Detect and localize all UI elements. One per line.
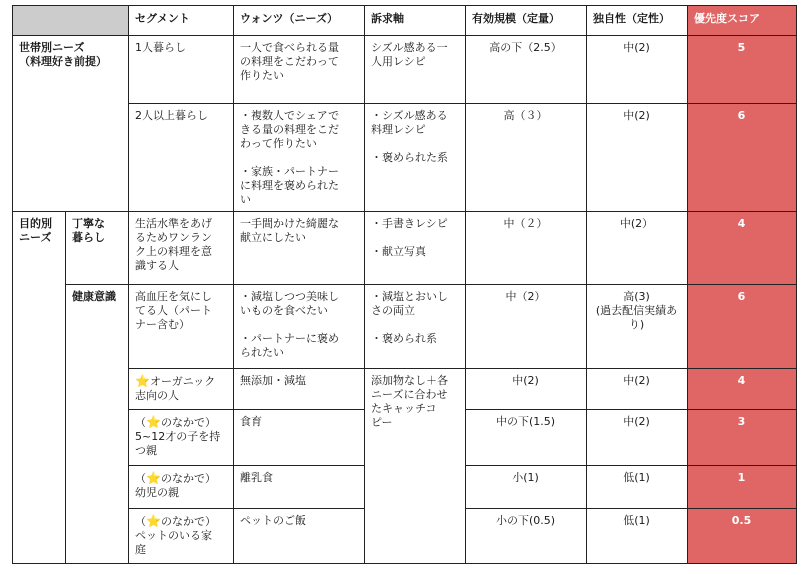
border-left — [12, 5, 13, 564]
row1-wants: 一人で食べられる量 の料理をこだわって 作りたい — [240, 41, 339, 82]
hline-508-a — [128, 508, 364, 509]
row3-scale: 中（２） — [503, 217, 548, 230]
row5-segment-text: オーガニック 志向の人 — [135, 375, 216, 402]
header-appeal: 訴求軸 — [371, 12, 404, 25]
header-priority: 優先度スコア — [687, 6, 796, 35]
row5-score: 4 — [687, 368, 796, 409]
group-health: 健康意識 — [72, 290, 116, 303]
hline-465-a — [128, 465, 364, 466]
row7-segment — [128, 465, 233, 508]
row4-appeal: ・減塩とおいし さの両立 ・褒められ系 — [371, 290, 448, 345]
border-top — [12, 5, 797, 6]
row5-wants: 無添加・減塩 — [240, 374, 306, 387]
row8-scale: 小の下(0.5) — [495, 514, 556, 527]
row6-uniqueness: 中(2) — [623, 415, 650, 428]
star-icon: ⭐ — [146, 415, 161, 429]
row5-segment — [128, 368, 233, 409]
hline-465-b — [465, 465, 797, 466]
row6-scale: 中の下(1.5) — [495, 415, 556, 428]
row4-uniqueness: 高(3) (過去配信実績あ り) — [595, 290, 678, 331]
row3-segment: 生活水準をあげ るためワンラン ク上の料理を意 識する人 — [135, 217, 212, 272]
hline-368 — [128, 368, 797, 369]
row6-segment-text: のなかで） 5~12才の子を持 つ親 — [135, 416, 221, 457]
header-segment: セグメント — [135, 12, 190, 25]
row6-segment — [128, 409, 233, 465]
row1-scale: 高の下（2.5） — [489, 41, 562, 54]
hline-508-b — [465, 508, 797, 509]
row8-segment-text: のなかで） ペットのいる家 庭 — [135, 515, 216, 556]
row6-segment-pre: （ — [135, 416, 146, 429]
star-icon: ⭐ — [146, 471, 161, 485]
hline-35 — [12, 35, 797, 36]
row2-segment: 2人以上暮らし — [135, 109, 208, 122]
group-careful: 丁寧な 暮らし — [72, 217, 105, 244]
header-blank — [12, 6, 128, 35]
row8-score: 0.5 — [687, 508, 796, 563]
row3-score: 4 — [687, 211, 796, 284]
hline-103 — [128, 103, 797, 104]
hline-284 — [65, 284, 797, 285]
star-icon: ⭐ — [146, 514, 161, 528]
appeal-shared: 添加物なし＋各 ニーズに合わせ たキャッチコ ピー — [371, 374, 448, 429]
row8-segment-pre: （ — [135, 515, 146, 528]
row4-segment: 高血圧を気にし てる人（パート ナー含む） — [135, 290, 212, 331]
border-bottom — [12, 563, 797, 564]
row1-appeal: シズル感ある一 人用レシピ — [371, 41, 448, 68]
row6-wants: 食育 — [240, 415, 262, 428]
hline-409-b — [465, 409, 797, 410]
row7-wants: 離乳食 — [240, 471, 273, 484]
row6-score: 3 — [687, 409, 796, 465]
row3-appeal: ・手書きレシピ ・献立写真 — [371, 217, 448, 258]
row8-wants: ペットのご飯 — [240, 514, 306, 527]
group-purpose: 目的別 ニーズ — [19, 217, 52, 244]
row2-uniqueness: 中(2) — [623, 109, 650, 122]
row7-uniqueness: 低(1) — [623, 471, 650, 484]
hline-409-a — [128, 409, 364, 410]
row8-uniqueness: 低(1) — [623, 514, 650, 527]
row7-segment-text: のなかで） 幼児の親 — [135, 472, 216, 499]
header-wants: ウォンツ（ニーズ） — [240, 12, 339, 25]
row4-scale: 中（2） — [505, 290, 546, 303]
row2-score: 6 — [687, 103, 796, 211]
row2-scale: 高（３） — [503, 109, 548, 122]
row1-segment: 1人暮らし — [135, 41, 186, 54]
row5-scale: 中(2) — [512, 374, 539, 387]
header-scale: 有効規模（定量） — [472, 12, 560, 25]
row1-uniqueness: 中(2) — [623, 41, 650, 54]
row3-uniqueness: 中(2） — [619, 217, 654, 230]
star-icon: ⭐ — [135, 374, 150, 388]
vline-65 — [65, 211, 66, 563]
header-uniqueness: 独自性（定性） — [593, 12, 670, 25]
row5-uniqueness: 中(2) — [623, 374, 650, 387]
row8-segment — [128, 508, 233, 563]
hline-211 — [12, 211, 797, 212]
group-household: 世帯別ニーズ （料理好き前提） — [19, 41, 107, 68]
row7-segment-pre: （ — [135, 472, 146, 485]
row4-wants: ・減塩しつつ美味し いものを食べたい ・パートナーに褒め られたい — [240, 290, 339, 359]
row7-scale: 小(1) — [512, 471, 539, 484]
row3-wants: 一手間かけた綺麗な 献立にしたい — [240, 217, 339, 244]
row2-appeal: ・シズル感ある 料理レシピ ・褒められた系 — [371, 109, 448, 164]
row2-wants: ・複数人でシェアで きる量の料理をこだ わって作りたい ・家族・パートナー に料理を褒められた い — [240, 109, 340, 206]
row1-score: 5 — [687, 35, 796, 103]
row7-score: 1 — [687, 465, 796, 508]
row4-score: 6 — [687, 284, 796, 368]
